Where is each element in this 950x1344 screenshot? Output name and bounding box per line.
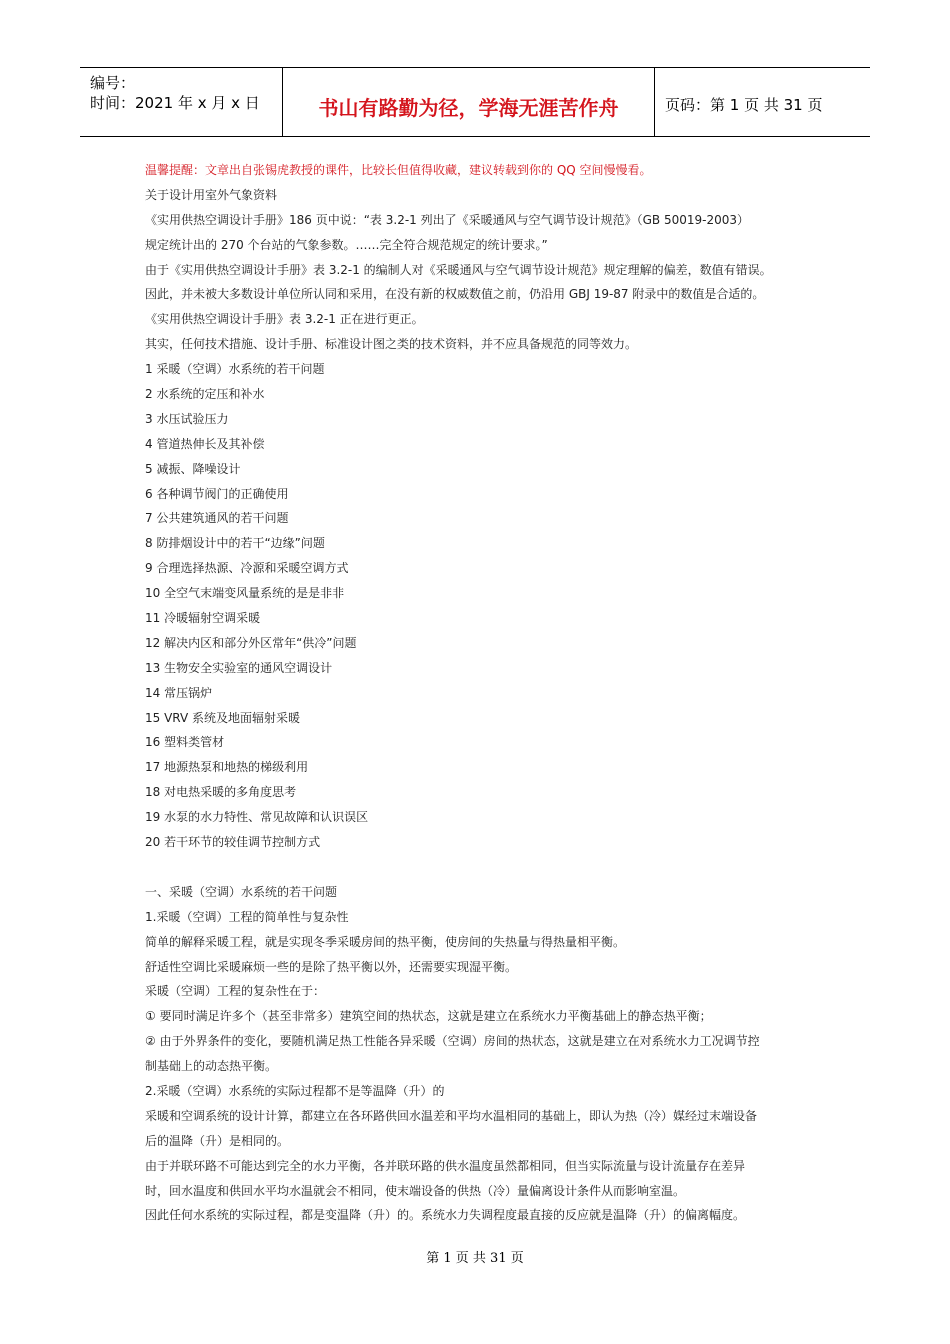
document-date: 时间：2021 年 x 月 x 日 [90,94,260,112]
text-line: 14 常压锅炉 [145,685,213,700]
document-body [145,160,815,1230]
text-line: 3 水压试验压力 [145,411,229,426]
text-line: 温馨提醒：文章出自张锡虎教授的课件，比较长但值得收藏，建议转载到你的 QQ 空间慢慢看。 [145,163,652,177]
text-line: 17 地源热泵和地热的梯级利用 [145,760,309,775]
text-line: 采暖和空调系统的设计计算，都建立在各环路供回水温差和平均水温相同的基础上，即认为热（冷）媒经过末端设备 [145,1108,758,1123]
text-line: 时，回水温度和供回水平均水温就会不相同，使末端设备的供热（冷）量偏离设计条件从而影响室温。 [145,1183,686,1198]
document-number-label: 编号： [90,74,136,92]
header-page-info: 页码：第 1 页 共 31 页 [665,96,823,114]
text-line: 由于《实用供热空调设计手册》表 3.2-1 的编制人对《采暖通风与空气调节设计规范》规定理解的偏差，数值有错误。 [145,262,772,277]
text-line: 规定统计出的 270 个台站的气象参数。……完全符合规范规定的统计要求。” [145,237,548,252]
text-line: 12 解决内区和部分外区常年“供冷”问题 [145,635,357,650]
text-line: 4 管道热伸长及其补偿 [145,436,265,451]
text-line: 由于并联环路不可能达到完全的水力平衡，各并联环路的供水温度虽然都相同，但当实际流量与设计流量存在差异 [145,1158,746,1173]
text-line: 5 减振、降噪设计 [145,461,241,476]
text-line: 9 合理选择热源、冷源和采暖空调方式 [145,561,349,576]
text-line: 13 生物安全实验室的通风空调设计 [145,660,333,675]
text-line: ① 要同时满足许多个（甚至非常多）建筑空间的热状态，这就是建立在系统水力平衡基础上的静态热平衡； [145,1009,712,1024]
text-line: 15 VRV 系统及地面辐射采暖 [145,710,300,725]
text-line: 《实用供热空调设计手册》表 3.2-1 正在进行更正。 [145,312,424,327]
text-line: 简单的解释采暖工程，就是实现冬季采暖房间的热平衡，使房间的失热量与得热量相平衡。 [145,934,626,949]
header-right-cell [655,68,870,136]
blank-line [145,857,815,882]
text-line: 7 公共建筑通风的若干问题 [145,511,289,526]
text-line: 采暖（空调）工程的复杂性在于： [145,984,326,999]
text-line: 6 各种调节阀门的正确使用 [145,486,289,501]
text-line: 1 采暖（空调）水系统的若干问题 [145,362,325,377]
text-line: ② 由于外界条件的变化，要随机满足热工性能各异采暖（空调）房间的热状态，这就是建立在对系统水力工况调节控 [145,1034,760,1049]
text-line: 19 水泵的水力特性、常见故障和认识误区 [145,810,369,825]
header-middle-cell [283,68,655,136]
text-line: 因此，并未被大多数设计单位所认同和采用，在没有新的权威数值之前，仍沿用 GBJ 19-87 附录中的数值是合适的。 [145,287,765,302]
text-line: 16 塑料类管材 [145,735,225,750]
text-line: 2 水系统的定压和补水 [145,387,265,402]
page-footer: 第 1 页 共 31 页 [426,1251,524,1266]
text-line: 18 对电热采暖的多角度思考 [145,785,297,800]
text-line: 《实用供热空调设计手册》186 页中说：“表 3.2-1 列出了《采暖通风与空气调节设计规范》（GB 50019-2003） [145,212,750,227]
page-header [80,67,870,137]
header-motto: 书山有路勤为径，学海无涯苦作舟 [318,96,619,120]
text-line: 1.采暖（空调）工程的简单性与复杂性 [145,909,349,924]
text-line: 一、采暖（空调）水系统的若干问题 [145,884,338,899]
text-line: 制基础上的动态热平衡。 [145,1059,278,1074]
text-line: 20 若干环节的较佳调节控制方式 [145,835,321,850]
text-line: 2.采暖（空调）水系统的实际过程都不是等温降（升）的 [145,1083,445,1098]
text-line: 10 全空气末端变风量系统的是是非非 [145,586,345,601]
text-line: 关于设计用室外气象资料 [145,187,278,202]
text-line: 其实，任何技术措施、设计手册、标准设计图之类的技术资料，并不应具备规范的同等效力。 [145,337,638,352]
text-line: 舒适性空调比采暖麻烦一些的是除了热平衡以外，还需要实现湿平衡。 [145,959,518,974]
text-line: 后的温降（升）是相同的。 [145,1133,290,1148]
text-line: 8 防排烟设计中的若干“边缘”问题 [145,536,325,551]
text-line: 11 冷暖辐射空调采暖 [145,611,261,626]
header-left-cell [80,68,283,136]
text-line: 因此任何水系统的实际过程，都是变温降（升）的。系统水力失调程度最直接的反应就是温降（升）的偏离幅度。 [145,1208,746,1223]
